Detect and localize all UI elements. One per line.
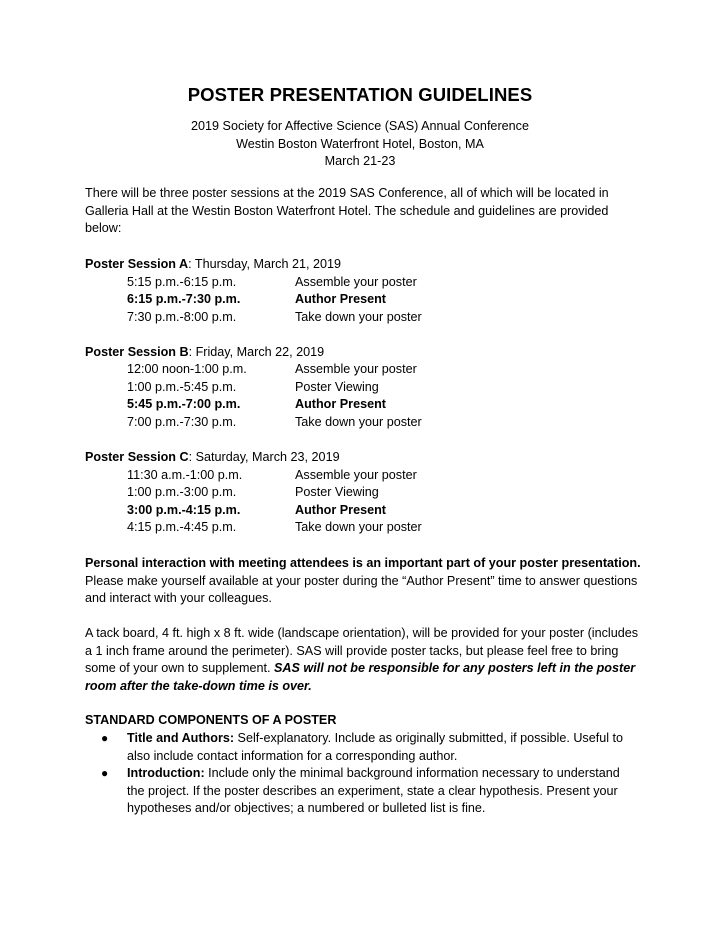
tackboard-paragraph (85, 625, 645, 695)
schedule-row-author-present: 5:45 p.m.-7:00 p.m. Author Present (127, 397, 386, 411)
session-b-date: : Friday, March 22, 2019 (188, 345, 325, 359)
component-label: Introduction: (127, 766, 205, 780)
component-item-introduction (127, 765, 637, 818)
session-c-name: Poster Session C (85, 450, 189, 464)
interaction-paragraph (85, 555, 645, 608)
schedule-row-author-present: 3:00 p.m.-4:15 p.m. Author Present (127, 503, 386, 517)
component-text: Include only the minimal background information necessary to understand the project. If the poster describes an experiment, state a clear hypothesis. Present your hypotheses and/or objectives; a numbered or bulleted list is fine. (127, 766, 620, 815)
session-a-date: : Thursday, March 21, 2019 (188, 257, 341, 271)
schedule-row: 4:15 p.m.-4:45 p.m. Take down your poster (127, 520, 422, 534)
interaction-bold: Personal interaction with meeting attendees is an important part of your poster presentation. (85, 556, 641, 570)
subtitle-line-3: March 21-23 (324, 154, 396, 168)
tackboard-text: A tack board, 4 ft. high x 8 ft. wide (landscape orientation), will be provided for your poster (includes a 1 inch frame around the perimeter). SAS will provide poster tacks, but please feel free to bring some of your own to supplement. (85, 626, 639, 675)
page-title: POSTER PRESENTATION GUIDELINES (187, 84, 533, 105)
schedule-row-author-present: 6:15 p.m.-7:30 p.m. Author Present (127, 292, 386, 306)
schedule-row: 1:00 p.m.-5:45 p.m. Poster Viewing (127, 380, 379, 394)
session-b-heading (85, 344, 324, 362)
schedule-row: 11:30 a.m.-1:00 p.m. Assemble your poster (127, 468, 417, 482)
components-heading: STANDARD COMPONENTS OF A POSTER (85, 713, 337, 727)
schedule-row: 7:30 p.m.-8:00 p.m. Take down your poster (127, 310, 422, 324)
tackboard-warning: SAS will not be responsible for any posters left in the poster room after the take-down time is over. (85, 661, 636, 693)
session-a-name: Poster Session A (85, 257, 189, 271)
schedule-row: 5:15 p.m.-6:15 p.m. Assemble your poster (127, 275, 417, 289)
bullet-icon: ● (101, 731, 109, 745)
schedule-row: 1:00 p.m.-3:00 p.m. Poster Viewing (127, 485, 379, 499)
component-label: Title and Authors: (127, 731, 235, 745)
bullet-icon: ● (101, 766, 109, 780)
subtitle-line-1: 2019 Society for Affective Science (SAS) Annual Conference (191, 119, 529, 133)
session-c-date: : Saturday, March 23, 2019 (188, 450, 340, 464)
interaction-rest: Please make yourself available at your poster during the “Author Present” time to answer questions and interact with your colleagues. (85, 573, 638, 605)
schedule-row: 7:00 p.m.-7:30 p.m. Take down your poster (127, 415, 422, 429)
component-item-title-authors (127, 730, 637, 765)
session-c-heading (85, 449, 340, 467)
subtitle-line-2: Westin Boston Waterfront Hotel, Boston, MA (236, 137, 484, 151)
schedule-row: 12:00 noon-1:00 p.m. Assemble your poster (127, 362, 417, 376)
session-a-heading (85, 256, 341, 274)
session-b-name: Poster Session B (85, 345, 189, 359)
component-text: Self-explanatory. Include as originally submitted, if possible. Useful to also include contact information for a corresponding author. (127, 731, 624, 763)
intro-paragraph: There will be three poster sessions at the 2019 SAS Conference, all of which will be located in Galleria Hall at the Westin Boston Waterfront Hotel. The schedule and guidelines are provided below: (85, 186, 609, 235)
